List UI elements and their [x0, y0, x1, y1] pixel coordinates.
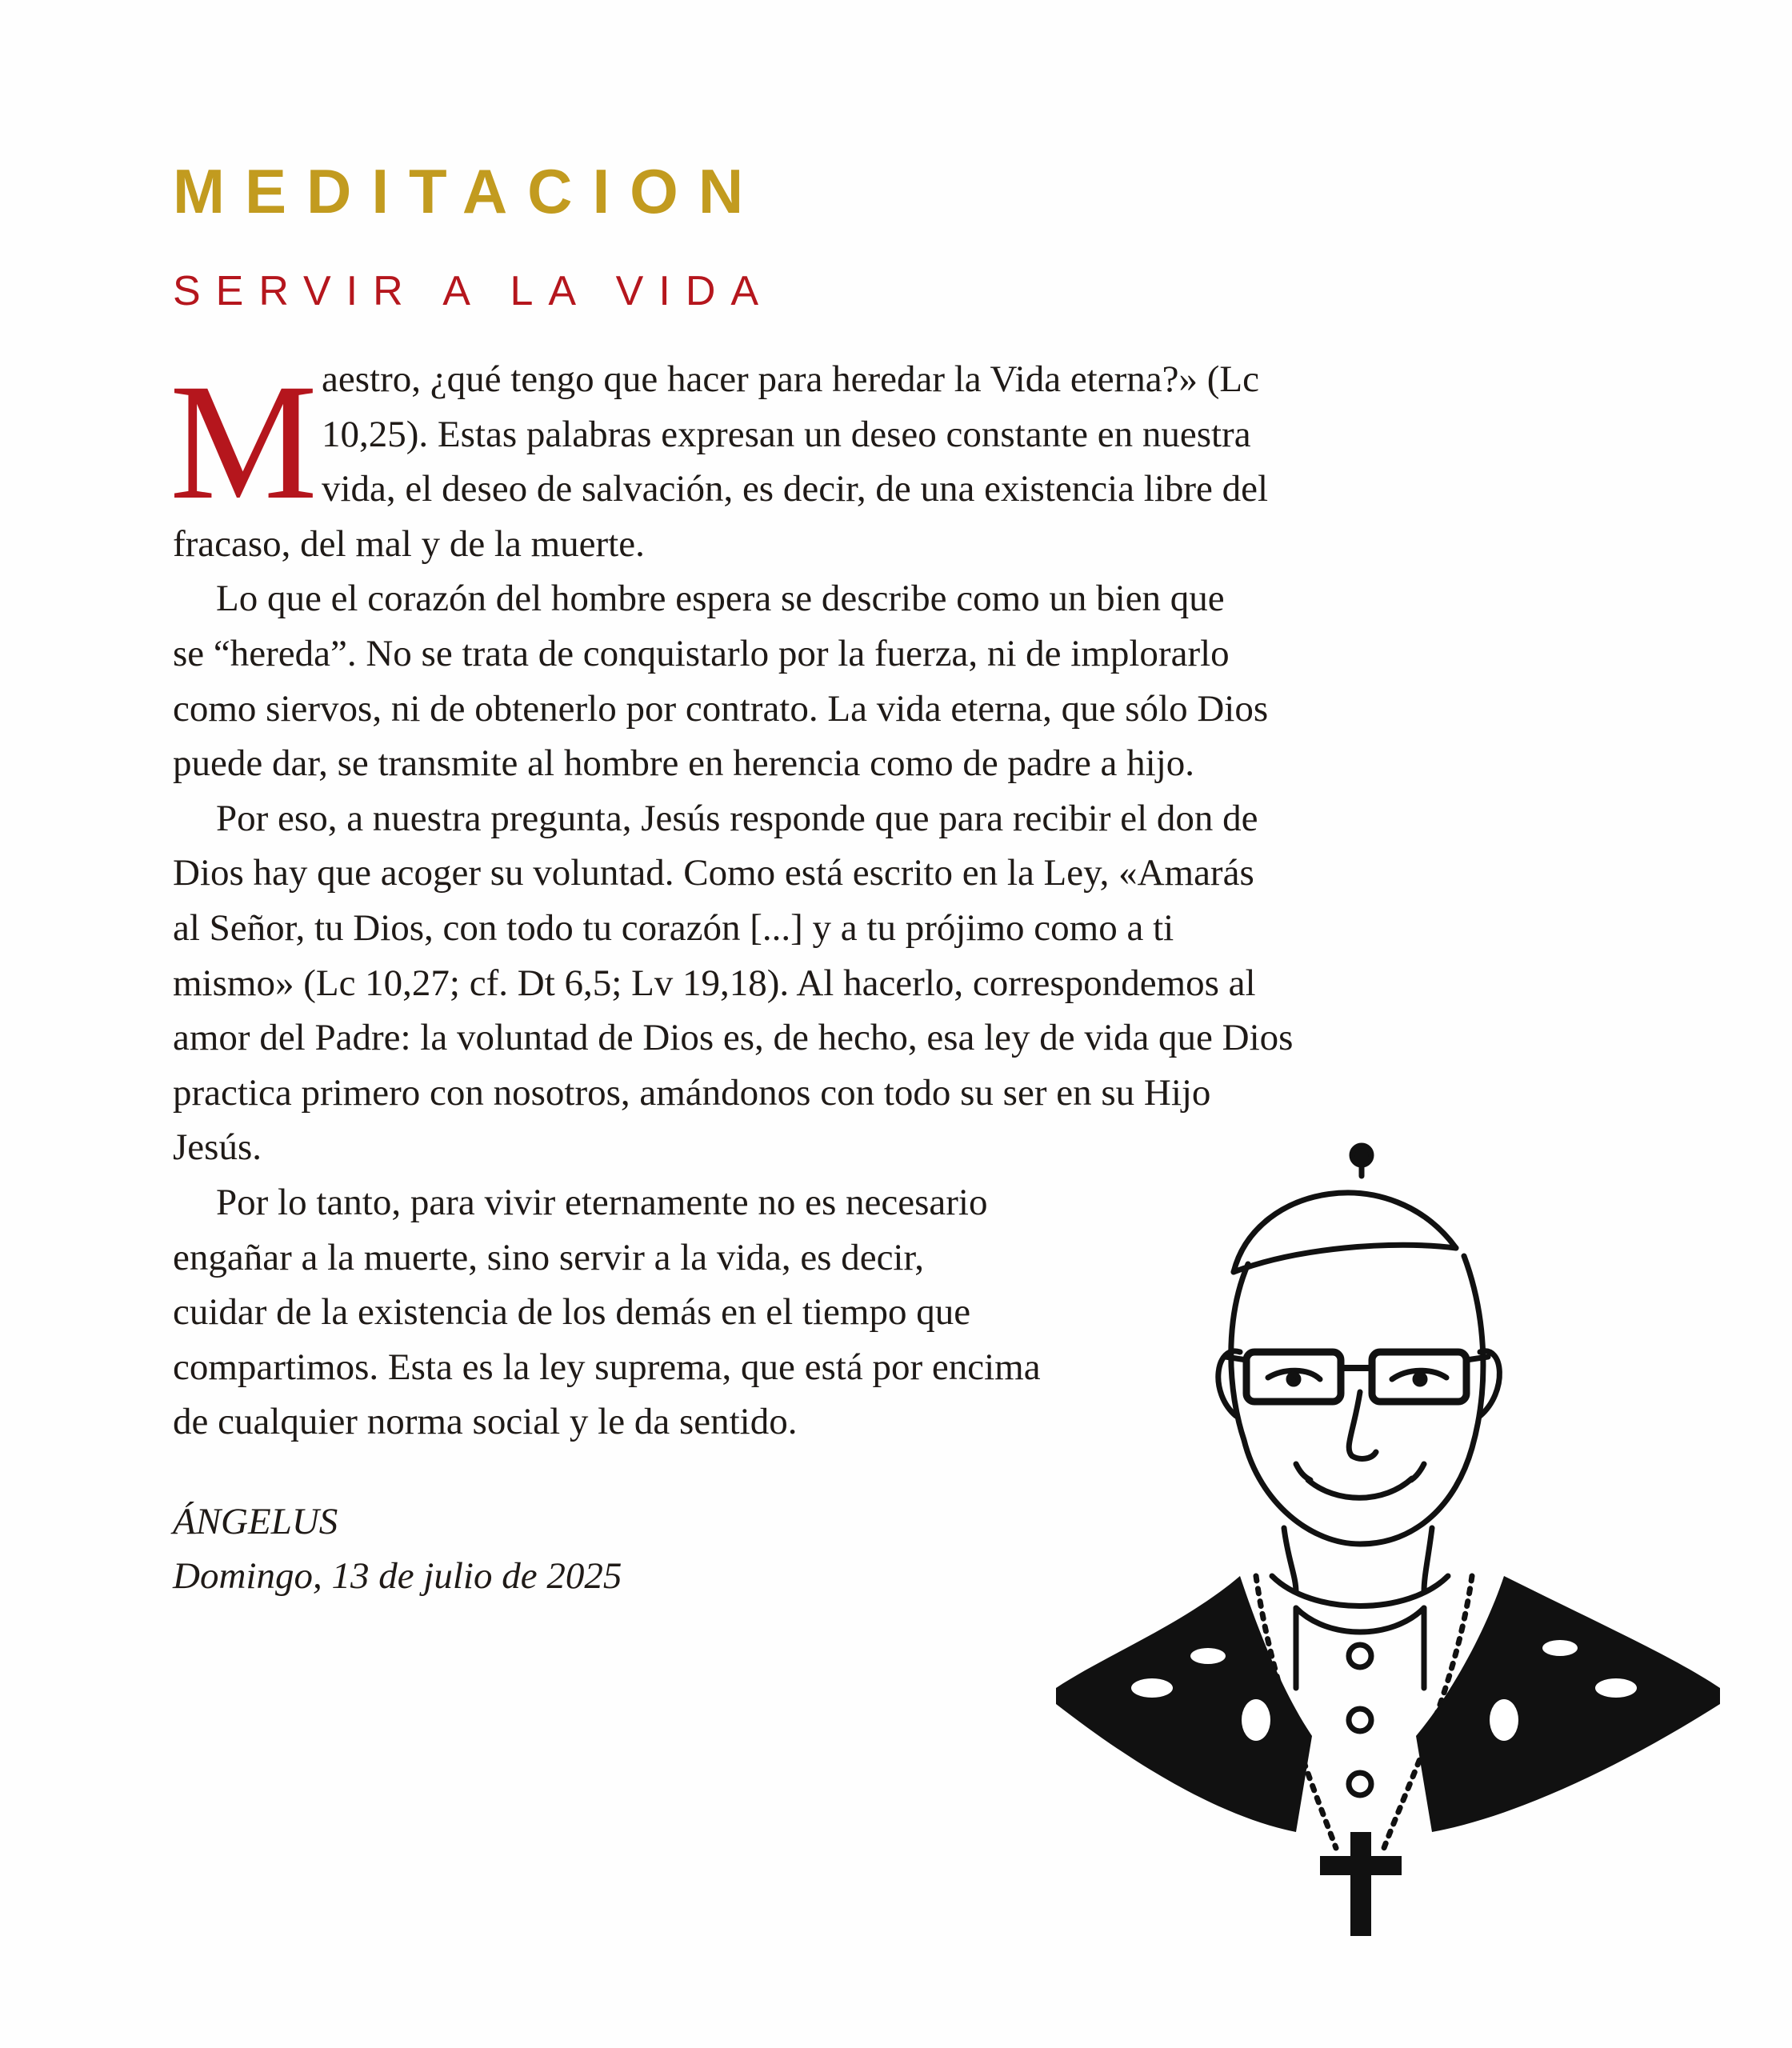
text-line: Lo que el corazón del hombre espera se describe como un bien que — [216, 578, 1225, 620]
text-line: cuidar de la existencia de los demás en el tiempo que — [173, 1291, 971, 1334]
text-line: practica primero con nosotros, amándonos con todo su ser en su Hijo — [173, 1071, 1211, 1114]
text-line: de cualquier norma social y le da sentido. — [173, 1401, 798, 1443]
drop-cap: M — [170, 350, 318, 534]
text-line: amor del Padre: la voluntad de Dios es, de hecho, esa ley de vida que Dios — [173, 1017, 1294, 1059]
pope-portrait-icon — [1056, 1128, 1720, 1944]
page-heading: MEDITACION — [173, 156, 764, 226]
text-line: fracaso, del mal y de la muerte. — [173, 522, 645, 565]
source-title: ÁNGELUS — [173, 1501, 338, 1542]
text-line: 10,25). Estas palabras expresan un deseo constante en nuestra — [322, 413, 1251, 455]
source-date: Domingo, 13 de julio de 2025 — [173, 1555, 622, 1597]
text-line: se “hereda”. No se trata de conquistarlo por la fuerza, ni de implorarlo — [173, 632, 1230, 674]
text-line: Jesús. — [173, 1126, 262, 1169]
text-line: Dios hay que acoger su voluntad. Como está escrito en la Ley, «Amarás — [173, 852, 1254, 894]
text-line: Por lo tanto, para vivir eternamente no es necesario — [216, 1181, 988, 1223]
page-subheading: SERVIR A LA VIDA — [173, 268, 774, 314]
text-line: Por eso, a nuestra pregunta, Jesús responde que para recibir el don de — [216, 797, 1258, 839]
source-citation — [173, 1494, 622, 1603]
text-line: mismo» (Lc 10,27; cf. Dt 6,5; Lv 19,18). Al hacerlo, correspondemos al — [173, 962, 1256, 1004]
text-line: vida, el deseo de salvación, es decir, de una existencia libre del — [322, 468, 1269, 510]
text-line: al Señor, tu Dios, con todo tu corazón [...] y a tu prójimo como a ti — [173, 906, 1174, 949]
text-line: como siervos, ni de obtenerlo por contrato. La vida eterna, que sólo Dios — [173, 687, 1269, 730]
text-line: puede dar, se transmite al hombre en herencia como de padre a hijo. — [173, 742, 1195, 785]
text-line: aestro, ¿qué tengo que hacer para heredar la Vida eterna?» (Lc — [322, 358, 1259, 400]
text-line: engañar a la muerte, sino servir a la vida, es decir, — [173, 1236, 925, 1278]
text-line: compartimos. Esta es la ley suprema, que está por encima — [173, 1346, 1041, 1388]
